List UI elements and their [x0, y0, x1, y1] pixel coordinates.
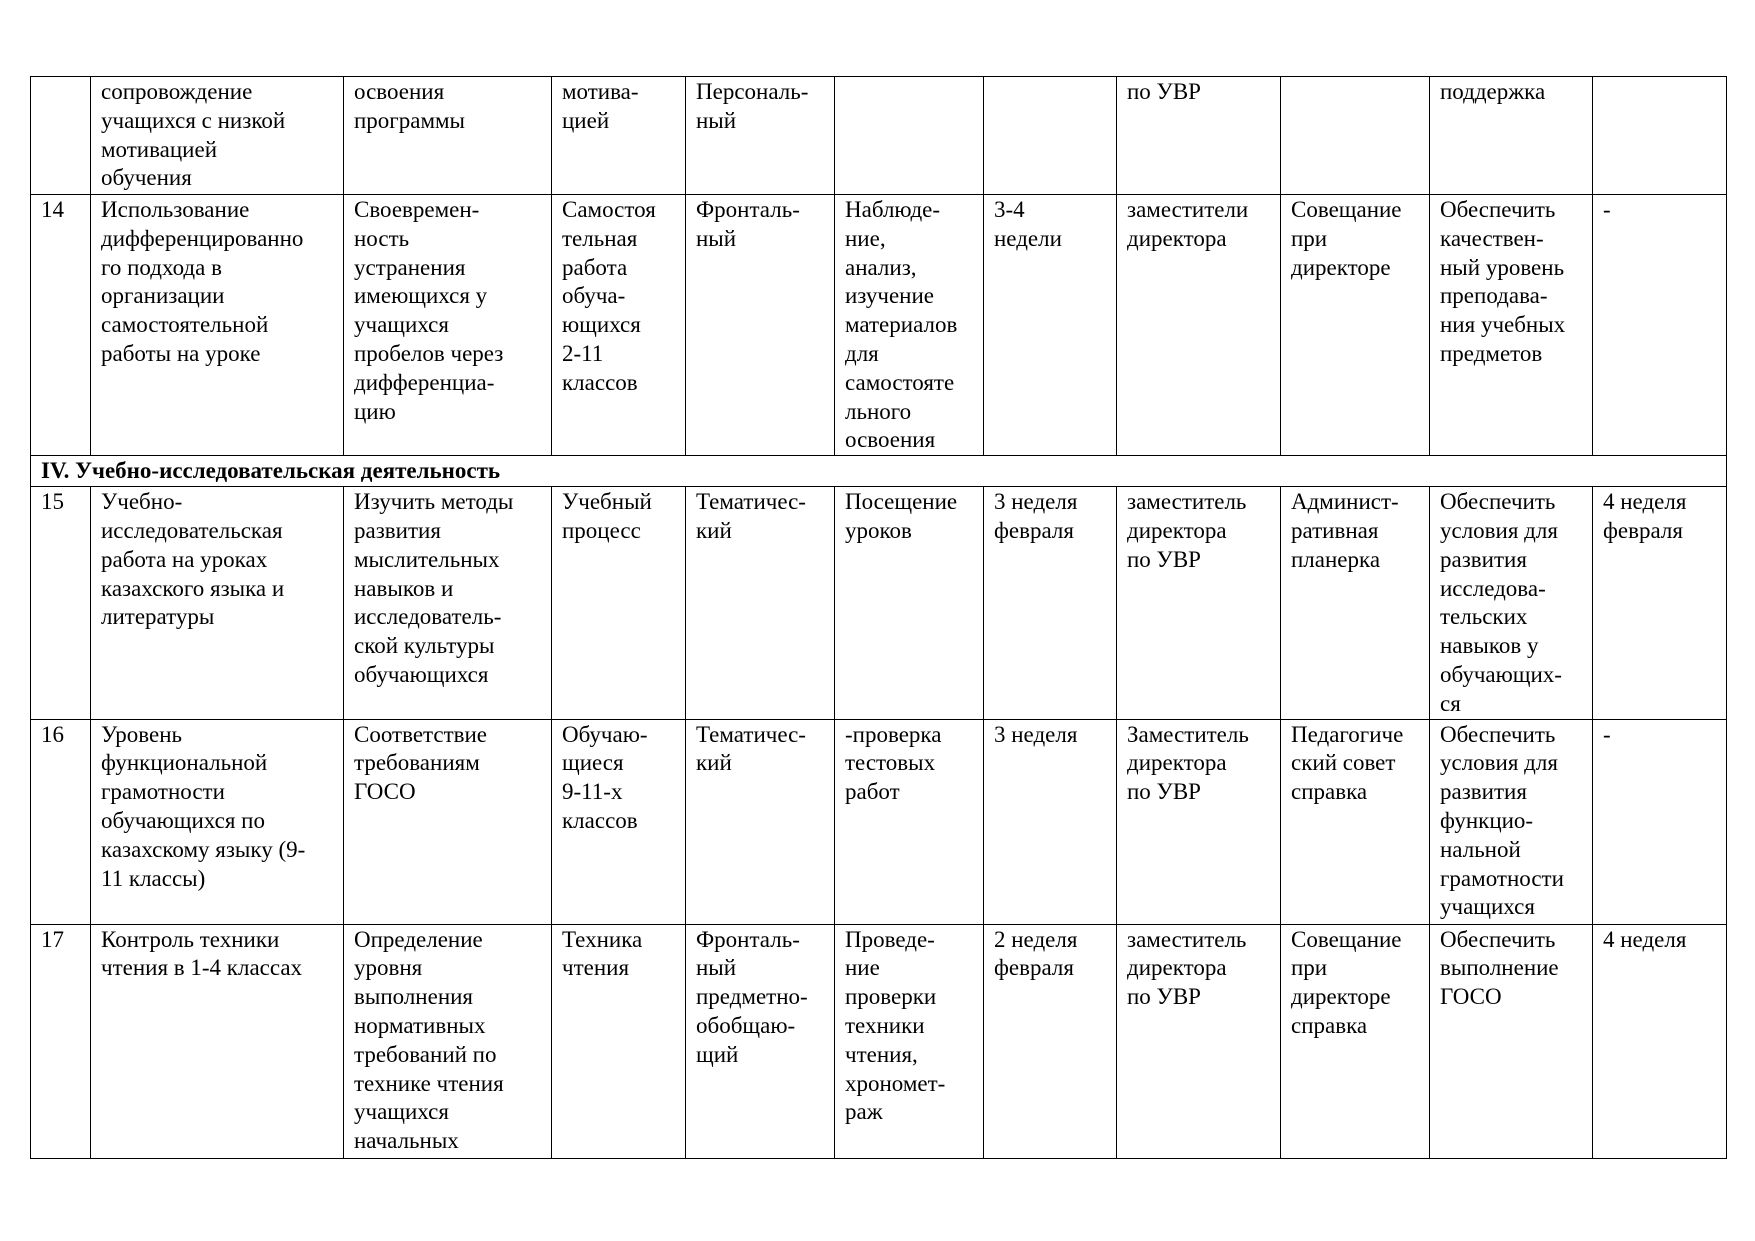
cell-goal: Изучить методы развития мыслительных навыков и исследователь- ской культуры обучающихся — [344, 487, 552, 719]
cell-repeat-control — [1593, 77, 1727, 195]
cell-management-decision: поддержка — [1430, 77, 1593, 195]
cell-topic: Контроль техники чтения в 1-4 классах — [91, 924, 344, 1158]
table-row — [31, 719, 1727, 924]
cell-repeat-control: - — [1593, 719, 1727, 924]
cell-object: мотива- цией — [552, 77, 686, 195]
cell-object: Учебный процесс — [552, 487, 686, 719]
cell-management-decision: Обеспечить качествен- ный уровень преподава- ния учебных предметов — [1430, 195, 1593, 456]
cell-timing: 3 неделя февраля — [984, 487, 1117, 719]
cell-topic: Использование дифференцированно го подхода в организации самостоятельной работы на уроке — [91, 195, 344, 456]
cell-repeat-control: 4 неделя — [1593, 924, 1727, 1158]
cell-review-place: Админист- ративная планерка — [1281, 487, 1430, 719]
table-row — [31, 77, 1727, 195]
cell-responsible: заместители директора — [1117, 195, 1281, 456]
cell-object: Техника чтения — [552, 924, 686, 1158]
row-number: 17 — [31, 924, 91, 1158]
cell-timing — [984, 77, 1117, 195]
cell-management-decision: Обеспечить выполнение ГОСО — [1430, 924, 1593, 1158]
cell-topic: Уровень функциональной грамотности обучающихся по казахскому языку (9- 11 классы) — [91, 719, 344, 924]
cell-review-place: Совещание при директоре — [1281, 195, 1430, 456]
table-row — [31, 487, 1727, 719]
cell-object: Обучаю- щиеся 9-11-х классов — [552, 719, 686, 924]
cell-goal: Соответствие требованиям ГОСО — [344, 719, 552, 924]
cell-topic: Учебно- исследовательская работа на уроках казахского языка и литературы — [91, 487, 344, 719]
section-title: IV. Учебно-исследовательская деятельность — [31, 456, 1727, 487]
cell-topic: сопровождение учащихся с низкой мотивацией обучения — [91, 77, 344, 195]
cell-management-decision: Обеспечить условия для развития функцио- нальной грамотности учащихся — [1430, 719, 1593, 924]
cell-responsible: Заместитель директора по УВР — [1117, 719, 1281, 924]
cell-responsible: заместитель директора по УВР — [1117, 487, 1281, 719]
cell-control-type: Персональ- ный — [686, 77, 835, 195]
cell-goal: Определение уровня выполнения нормативных требований по технике чтения учащихся начальных — [344, 924, 552, 1158]
cell-goal: освоения программы — [344, 77, 552, 195]
cell-timing: 3-4 недели — [984, 195, 1117, 456]
row-number — [31, 77, 91, 195]
cell-review-place: Педагогиче ский совет справка — [1281, 719, 1430, 924]
cell-responsible: заместитель директора по УВР — [1117, 924, 1281, 1158]
cell-timing: 3 неделя — [984, 719, 1117, 924]
row-number: 14 — [31, 195, 91, 456]
cell-control-type: Тематичес- кий — [686, 719, 835, 924]
section-heading-row — [31, 456, 1727, 487]
table-row — [31, 195, 1727, 456]
cell-review-place: Совещание при директоре справка — [1281, 924, 1430, 1158]
control-plan-table — [30, 76, 1727, 1159]
cell-object: Самостоя тельная работа обуча- ющихся 2-11 классов — [552, 195, 686, 456]
cell-method: Проведе- ние проверки техники чтения, хрономет- раж — [835, 924, 984, 1158]
cell-method: Наблюде- ние, анализ, изучение материалов для самостояте льного освоения — [835, 195, 984, 456]
cell-control-type: Фронталь- ный — [686, 195, 835, 456]
cell-management-decision: Обеспечить условия для развития исследова- тельских навыков у обучающих- ся — [1430, 487, 1593, 719]
cell-review-place — [1281, 77, 1430, 195]
cell-timing: 2 неделя февраля — [984, 924, 1117, 1158]
cell-control-type: Тематичес- кий — [686, 487, 835, 719]
cell-responsible: по УВР — [1117, 77, 1281, 195]
row-number: 16 — [31, 719, 91, 924]
cell-goal: Своевремен- ность устранения имеющихся у учащихся пробелов через дифференциа- цию — [344, 195, 552, 456]
cell-method — [835, 77, 984, 195]
cell-control-type: Фронталь- ный предметно- обобщаю- щий — [686, 924, 835, 1158]
table-row — [31, 924, 1727, 1158]
cell-method: Посещение уроков — [835, 487, 984, 719]
cell-repeat-control: - — [1593, 195, 1727, 456]
row-number: 15 — [31, 487, 91, 719]
cell-method: -проверка тестовых работ — [835, 719, 984, 924]
cell-repeat-control: 4 неделя февраля — [1593, 487, 1727, 719]
